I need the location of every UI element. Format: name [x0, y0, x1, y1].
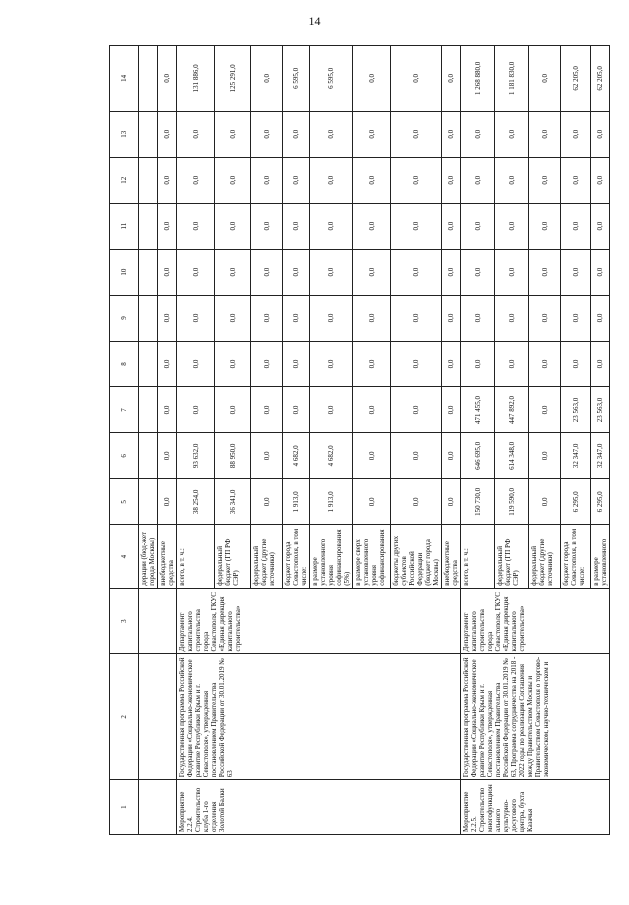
table-cell-value: 0,0 [158, 203, 177, 249]
table-cell-c1 [139, 780, 177, 835]
table-cell-value: 0,0 [391, 249, 442, 295]
table-cell-value: 36 341,0 [215, 479, 251, 525]
table-cell-value [139, 479, 158, 525]
table-cell-value: 0,0 [251, 387, 283, 433]
table-cell-source: в размере установленного уровня софинансирования (5%) [310, 525, 353, 588]
table-cell-value: 0,0 [591, 341, 610, 387]
table-cell-value: 0,0 [442, 295, 461, 341]
table-cell-value: 0,0 [283, 341, 310, 387]
table-cell-value: 0,0 [495, 295, 529, 341]
table-cell-c2: Государственная программа Российской Федерации «Социально-экономическое развитие Республики Крым и г. Севастополя», утвержденная постановлением Правительства Российской Федерации от 30.01.2019 № 63 [177, 654, 461, 780]
table-cell-value: 32 347,0 [561, 433, 591, 479]
header-cell: 5 [110, 479, 139, 525]
table-rotation-frame [109, 45, 608, 835]
table-cell-value: 0,0 [283, 249, 310, 295]
table-cell-value: 0,0 [529, 157, 561, 203]
table-cell-value: 0,0 [215, 157, 251, 203]
table-cell-value: 0,0 [251, 341, 283, 387]
table-cell-value: 0,0 [461, 341, 495, 387]
table-cell-value: 0,0 [495, 157, 529, 203]
table-cell-value: 93 632,0 [177, 433, 215, 479]
table-cell-value: 0,0 [251, 46, 283, 112]
table-cell-value: 0,0 [177, 387, 215, 433]
table-cell-source: всего, в т. ч.: [461, 525, 495, 588]
table-cell-value: 0,0 [353, 46, 391, 112]
table-cell-value: 0,0 [215, 387, 251, 433]
table-cell-value: 0,0 [495, 203, 529, 249]
table-cell-value: 0,0 [251, 479, 283, 525]
table-cell-value: 0,0 [529, 479, 561, 525]
table-cell-value: 0,0 [158, 295, 177, 341]
table-cell-value: 0,0 [391, 203, 442, 249]
table-cell-value: 0,0 [158, 111, 177, 157]
table-cell-value: 0,0 [283, 295, 310, 341]
table-cell-value: 0,0 [251, 295, 283, 341]
table-cell-value: 0,0 [442, 341, 461, 387]
table-cell-value: 0,0 [215, 249, 251, 295]
table-cell-value: 0,0 [177, 157, 215, 203]
table-cell-value: 1 913,0 [310, 479, 353, 525]
table-cell-source: дерации (бюд-жет города Москвы) [139, 525, 158, 588]
table-cell-value: 0,0 [251, 157, 283, 203]
table-cell-value: 0,0 [591, 111, 610, 157]
table-cell-value: 0,0 [310, 249, 353, 295]
table-row [177, 46, 215, 835]
table-cell-value: 0,0 [158, 46, 177, 112]
table-cell-value: 0,0 [158, 479, 177, 525]
table-cell-value: 4 682,0 [310, 433, 353, 479]
table-cell-source: всего, в т. ч.: [177, 525, 215, 588]
table-cell-value: 0,0 [283, 203, 310, 249]
table-cell-value: 6 295,0 [561, 479, 591, 525]
table-cell-value: 0,0 [251, 249, 283, 295]
table-cell-value: 131 886,0 [177, 46, 215, 112]
table-cell-value: 0,0 [177, 249, 215, 295]
table-cell-c3: Департамент капитального строительства города Севастополя, ГКУС «Единая дирекция капитального строительства» [177, 588, 461, 654]
table-cell-value: 0,0 [310, 203, 353, 249]
table-cell-value: 0,0 [310, 295, 353, 341]
table-cell-value: 88 950,0 [215, 433, 251, 479]
table-cell-value [139, 249, 158, 295]
table-cell-value [139, 46, 158, 112]
header-cell: 6 [110, 433, 139, 479]
table-cell-value: 6 595,0 [283, 46, 310, 112]
table-cell-value [139, 111, 158, 157]
header-row [110, 46, 139, 835]
table-cell-value: 0,0 [561, 341, 591, 387]
table-cell-value: 6 295,0 [591, 479, 610, 525]
table-cell-value: 0,0 [215, 341, 251, 387]
table-cell-value: 0,0 [442, 433, 461, 479]
table-cell-source: внебюджетные средства [442, 525, 461, 588]
table-cell-c3: Департамент капитального строительства города Севастополя, ГКУС «Единая дирекция капитального строительства» [461, 588, 610, 654]
table-cell-value: 0,0 [283, 111, 310, 157]
header-cell: 8 [110, 341, 139, 387]
table-cell-value: 0,0 [561, 111, 591, 157]
header-cell: 7 [110, 387, 139, 433]
table-cell-value: 0,0 [310, 387, 353, 433]
table-cell-value: 0,0 [391, 295, 442, 341]
table-cell-value: 0,0 [391, 433, 442, 479]
table-cell-value: 0,0 [158, 387, 177, 433]
table-cell-value: 0,0 [561, 295, 591, 341]
table-cell-value: 0,0 [442, 387, 461, 433]
table-cell-value: 23 563,0 [561, 387, 591, 433]
table-cell-value: 0,0 [561, 157, 591, 203]
table-cell-source: федеральный бюджет (ГП РФ СЭР) [215, 525, 251, 588]
table-cell-value: 4 682,0 [283, 433, 310, 479]
table-cell-value: 0,0 [529, 203, 561, 249]
header-cell: 11 [110, 203, 139, 249]
table-cell-value: 646 695,0 [461, 433, 495, 479]
table-cell-value [139, 341, 158, 387]
table-cell-value: 38 254,0 [177, 479, 215, 525]
table-cell-source: бюджет города Севастополя, в том числе: [283, 525, 310, 588]
table-cell-value: 32 347,0 [591, 433, 610, 479]
table-cell-source: бюджет города Севастополя, в том числе: [561, 525, 591, 588]
table-cell-value: 119 590,0 [495, 479, 529, 525]
table-cell-value: 614 348,0 [495, 433, 529, 479]
table-cell-value: 0,0 [283, 157, 310, 203]
table-cell-value: 0,0 [561, 249, 591, 295]
table-cell-value: 0,0 [177, 203, 215, 249]
table-cell-value: 0,0 [158, 157, 177, 203]
table-cell-c1: Мероприятие 2.2.5. Строительство многофункционального культурно-досугового центра, бухта Казачья [461, 780, 610, 835]
table-cell-value: 0,0 [158, 433, 177, 479]
header-cell: 14 [110, 46, 139, 112]
table-cell-source: внебюджетные средства [158, 525, 177, 588]
table-cell-value: 0,0 [391, 387, 442, 433]
table-cell-value: 0,0 [529, 295, 561, 341]
table-cell-value: 0,0 [310, 341, 353, 387]
table-cell-value: 0,0 [215, 203, 251, 249]
header-cell: 1 [110, 780, 139, 835]
table-cell-value: 0,0 [442, 203, 461, 249]
table-body [110, 46, 610, 835]
table-cell-value: 0,0 [442, 46, 461, 112]
table-cell-source: бюджеты других субъектов Российской Федерации (бюджет города Москвы) [391, 525, 442, 588]
table-cell-value [139, 157, 158, 203]
header-cell: 4 [110, 525, 139, 588]
table-cell-source: федеральный бюджет (ГП РФ СЭР) [495, 525, 529, 588]
table-cell-source: федеральный бюджет (другие источники) [251, 525, 283, 588]
table-cell-value: 0,0 [251, 203, 283, 249]
table-cell-value: 0,0 [442, 249, 461, 295]
table-cell-value: 0,0 [561, 203, 591, 249]
table-cell-value: 0,0 [495, 249, 529, 295]
table-cell-value: 6 595,0 [310, 46, 353, 112]
table-cell-value: 0,0 [353, 479, 391, 525]
table-cell-source: в размере сверх установленного уровня софинансирования [353, 525, 391, 588]
table-cell-value: 125 291,0 [215, 46, 251, 112]
table-cell-value: 62 205,0 [591, 46, 610, 112]
table-cell-source: федеральный бюджет (другие источники) [529, 525, 561, 588]
table-cell-value [139, 203, 158, 249]
header-cell: 9 [110, 295, 139, 341]
table-cell-value: 0,0 [461, 111, 495, 157]
table-cell-value: 0,0 [442, 157, 461, 203]
table-cell-value: 0,0 [353, 433, 391, 479]
table-cell-value: 0,0 [461, 203, 495, 249]
table-cell-value: 0,0 [591, 157, 610, 203]
table-cell-value: 0,0 [353, 111, 391, 157]
table-cell-value: 0,0 [353, 341, 391, 387]
table-cell-value: 0,0 [353, 203, 391, 249]
table-cell-value: 0,0 [353, 295, 391, 341]
table-cell-c3 [139, 588, 177, 654]
header-cell: 3 [110, 588, 139, 654]
table-cell-value: 0,0 [353, 387, 391, 433]
table-cell-value: 0,0 [461, 295, 495, 341]
table-row [139, 46, 158, 835]
table-cell-value: 0,0 [461, 157, 495, 203]
table-cell-value: 0,0 [442, 479, 461, 525]
header-cell: 13 [110, 111, 139, 157]
table-cell-value [139, 387, 158, 433]
table-cell-value [139, 433, 158, 479]
table-cell-c1: Мероприятие 2.2.4. Строительство клуба 1-го отделения Золотой Балки [177, 780, 461, 835]
budget-table [109, 45, 610, 835]
table-cell-value: 0,0 [158, 249, 177, 295]
header-cell: 2 [110, 654, 139, 780]
table-cell-value: 0,0 [591, 203, 610, 249]
table-cell-value: 0,0 [529, 433, 561, 479]
table-cell-value: 0,0 [391, 479, 442, 525]
table-row [461, 46, 495, 835]
table-cell-value: 0,0 [591, 249, 610, 295]
table-cell-value: 471 455,0 [461, 387, 495, 433]
table-cell-value: 0,0 [391, 111, 442, 157]
table-cell-value: 0,0 [529, 341, 561, 387]
table-cell-value: 0,0 [529, 387, 561, 433]
table-cell-value: 447 892,0 [495, 387, 529, 433]
table-cell-value: 150 730,0 [461, 479, 495, 525]
table-cell-value: 1 913,0 [283, 479, 310, 525]
table-cell-value: 0,0 [353, 249, 391, 295]
table-cell-value: 0,0 [391, 46, 442, 112]
table-cell-value: 0,0 [158, 341, 177, 387]
table-cell-source: в размере установленного [591, 525, 610, 588]
table-cell-value: 0,0 [283, 387, 310, 433]
rotated-table-sheet [109, 45, 608, 835]
table-cell-value: 0,0 [215, 111, 251, 157]
table-cell-c2: Государственная программа Российской Федерации «Социально-экономическое развитие Республики Крым и г. Севастополя», утвержденная постановлением Правительства Российской Федерации от 30.01.2019 № 63, Программа сотрудничества на 2018 - 2022 годы по реализации Соглашения между Правительством Москвы и Правительством Севастополя о торгово-экономическом, научно-техническом и [461, 654, 610, 780]
table-cell-value: 0,0 [391, 157, 442, 203]
header-cell: 10 [110, 249, 139, 295]
table-cell-value: 1 181 830,0 [495, 46, 529, 112]
table-cell-value: 0,0 [310, 157, 353, 203]
table-cell-c2 [139, 654, 177, 780]
header-cell: 12 [110, 157, 139, 203]
table-cell-value: 0,0 [495, 111, 529, 157]
table-cell-value: 0,0 [461, 249, 495, 295]
table-cell-value: 1 268 880,0 [461, 46, 495, 112]
table-cell-value: 0,0 [177, 341, 215, 387]
table-cell-value: 0,0 [177, 295, 215, 341]
table-cell-value: 0,0 [310, 111, 353, 157]
table-cell-value: 0,0 [251, 433, 283, 479]
table-cell-value: 0,0 [529, 111, 561, 157]
table-cell-value: 62 205,0 [561, 46, 591, 112]
table-cell-value: 0,0 [251, 111, 283, 157]
table-cell-value: 0,0 [177, 111, 215, 157]
table-cell-value: 0,0 [495, 341, 529, 387]
table-cell-value: 23 563,0 [591, 387, 610, 433]
table-cell-value: 0,0 [591, 295, 610, 341]
table-cell-value: 0,0 [215, 295, 251, 341]
page-number: 14 [308, 14, 321, 28]
table-cell-value [139, 295, 158, 341]
table-cell-value: 0,0 [529, 249, 561, 295]
table-cell-value: 0,0 [442, 111, 461, 157]
table-cell-value: 0,0 [529, 46, 561, 112]
table-cell-value: 0,0 [353, 157, 391, 203]
table-cell-value: 0,0 [391, 341, 442, 387]
